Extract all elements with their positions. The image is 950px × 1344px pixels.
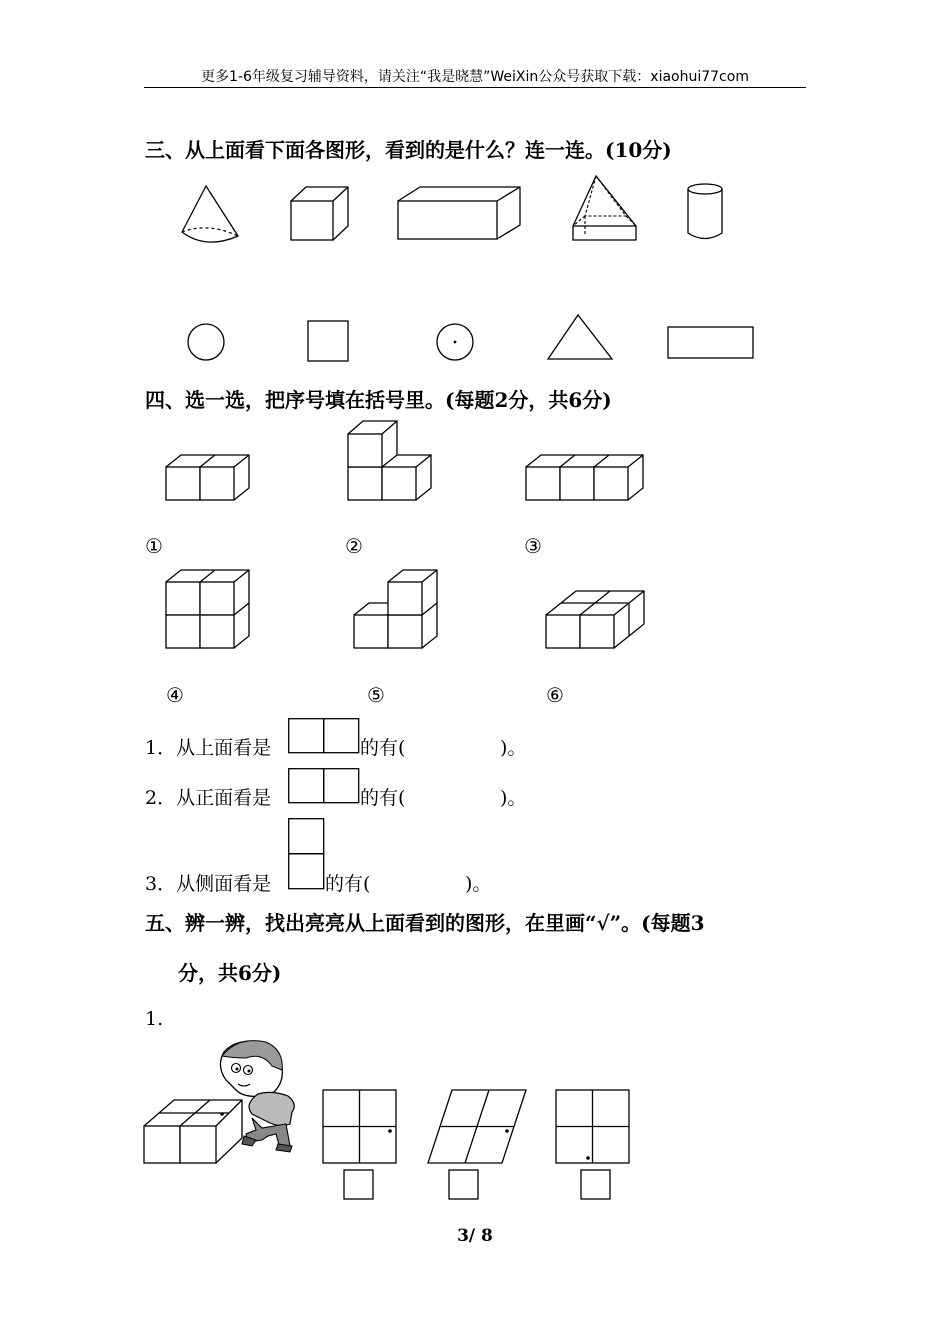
option-b-view bbox=[428, 1090, 526, 1199]
section-5-title-line2: 分，共6分) bbox=[178, 961, 282, 985]
q3-prefix: 3．从侧面看是 bbox=[145, 873, 272, 895]
option-c-view bbox=[556, 1090, 629, 1199]
label-5: ⑤ bbox=[367, 683, 385, 707]
label-1: ① bbox=[145, 534, 163, 558]
q1-end: )。 bbox=[500, 737, 527, 759]
option-a-view bbox=[323, 1090, 396, 1199]
option-a-checkbox[interactable] bbox=[344, 1170, 373, 1199]
page-number: 3/ 8 bbox=[457, 1226, 493, 1246]
section-5-q1-label: 1. bbox=[145, 1008, 164, 1030]
q3-end: )。 bbox=[465, 873, 492, 895]
q3-suffix: 的有( bbox=[325, 873, 371, 895]
block-pair bbox=[144, 1100, 242, 1163]
label-4: ④ bbox=[166, 683, 184, 707]
section-3-title: 三、从上面看下面各图形，看到的是什么？连一连。(10分) bbox=[145, 138, 672, 162]
q2-suffix: 的有( bbox=[360, 787, 406, 809]
q2-end: )。 bbox=[500, 787, 527, 809]
section-5-title-line1: 五、辨一辨，找出亮亮从上面看到的图形，在里画“√”。(每题3 bbox=[145, 911, 705, 935]
option-b-checkbox[interactable] bbox=[449, 1170, 478, 1199]
section-4-title: 四、选一选，把序号填在括号里。(每题2分，共6分) bbox=[145, 388, 612, 412]
page-header: 更多1-6年级复习辅导资料，请关注“我是晓慧”WeiXin公众号获取下载：xiaohui77com bbox=[201, 69, 749, 85]
q1-suffix: 的有( bbox=[360, 737, 406, 759]
option-c-checkbox[interactable] bbox=[581, 1170, 610, 1199]
label-6: ⑥ bbox=[546, 683, 564, 707]
boy-illustration bbox=[220, 1041, 294, 1152]
q2-prefix: 2．从正面看是 bbox=[145, 787, 272, 809]
label-2: ② bbox=[345, 534, 363, 558]
q1-prefix: 1．从上面看是 bbox=[145, 737, 272, 759]
label-3: ③ bbox=[524, 534, 542, 558]
